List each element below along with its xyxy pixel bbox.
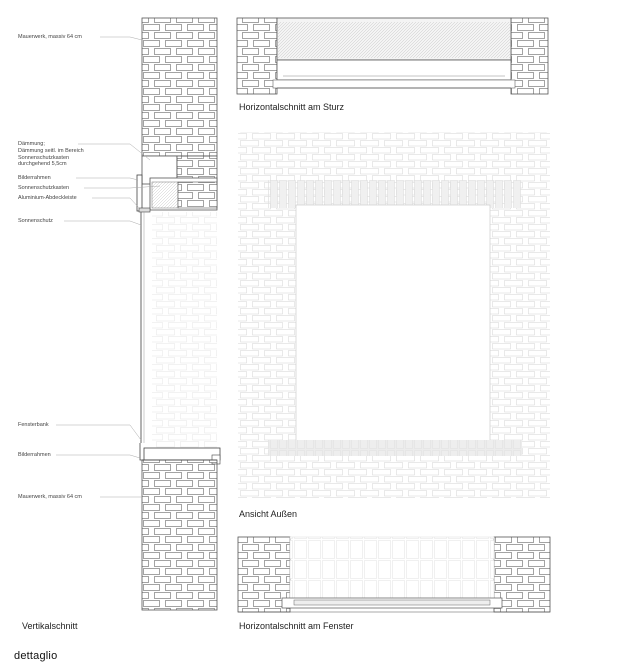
masonry-lower [142, 460, 217, 610]
lintel-course [268, 180, 522, 208]
brand-logo-text: dettaglio [14, 650, 58, 662]
sun-box-inner [152, 182, 178, 208]
elevation [238, 132, 550, 498]
label-insulation-line-2: Sonnenschutzkasten [18, 154, 70, 161]
picture-frame-top [137, 175, 142, 211]
label-frame-bottom: Bilderrahmen [18, 452, 51, 458]
caption-lintel-section: Horizontalschnitt am Sturz [239, 102, 345, 112]
label-sun-box: Sonnenschutzkasten [18, 185, 70, 191]
label-sunshade: Sonnenschutz [18, 218, 53, 224]
window-section [238, 537, 550, 612]
lintel-section [237, 18, 548, 94]
window-opening [296, 205, 490, 445]
label-masonry-top: Mauerwerk, massiv 64 cm [18, 34, 82, 40]
caption-elevation: Ansicht Außen [239, 509, 298, 519]
masonry-upper [142, 18, 217, 156]
aluminium-strip [139, 208, 150, 212]
sun-box-brick [178, 182, 217, 208]
caption-vertical-section: Vertikalschnitt [22, 621, 78, 631]
vertical-section [137, 18, 220, 610]
label-masonry-bottom: Mauerwerk, massiv 64 cm [18, 494, 82, 500]
label-frame-top: Bilderrahmen [18, 175, 51, 181]
caption-window-section: Horizontalschnitt am Fenster [239, 621, 354, 631]
wall-behind-window [152, 212, 217, 448]
label-insulation-line-3: durchgehend 5,5cm [18, 161, 67, 167]
label-insulation-detail [18, 148, 84, 168]
label-window-sill: Fensterbank [18, 422, 49, 428]
label-aluminium-strip: Aluminium-Abdeckleiste [18, 195, 77, 201]
label-insulation: Dämmung; [18, 141, 45, 147]
label-insulation-line-1: Dämmung seitl. im Bereich [18, 148, 84, 154]
window-sill [144, 448, 220, 460]
